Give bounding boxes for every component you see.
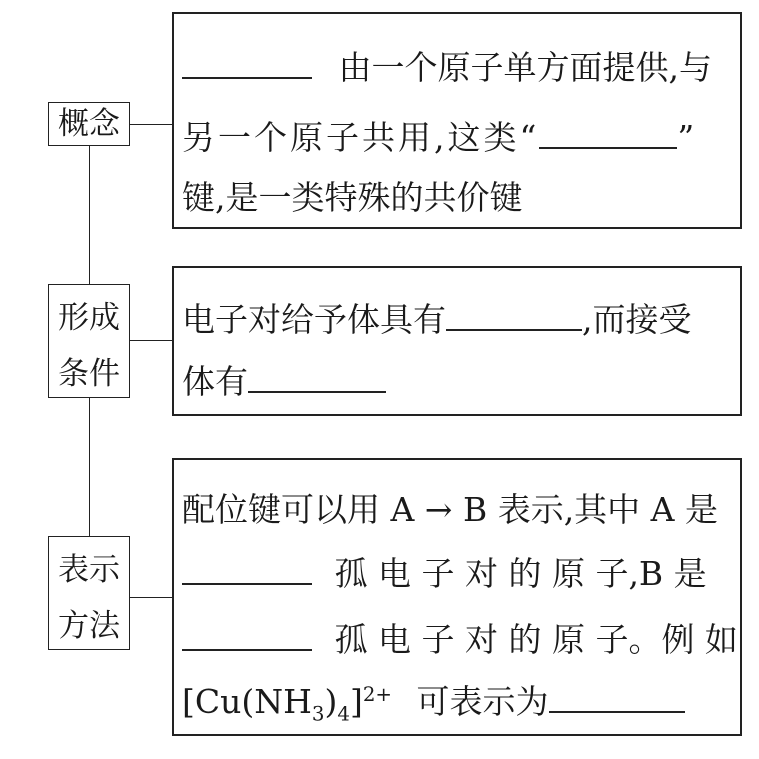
connector-concept (130, 124, 172, 125)
blank-6 (182, 648, 312, 651)
panel-formation (172, 266, 742, 416)
formation-line-2: 体有 (182, 356, 386, 403)
tree-trunk-lower (89, 398, 90, 536)
formation-line-1: 电子对给予体具有 ,而接受 (182, 300, 692, 339)
notation-line-3: 孤 电 子 对 的 原 子。例 如 (182, 614, 738, 661)
panel-notation (172, 458, 742, 736)
blank-4 (248, 390, 386, 393)
node-notation (48, 536, 130, 650)
formula-cu-nh3-4: $[Cu(NH_3)_4]^{2+}$ (182, 682, 393, 726)
blank-2 (539, 146, 677, 149)
node-notation-label-1: 表示 (58, 552, 120, 588)
node-concept-label: 概念 (58, 106, 120, 142)
blank-1 (182, 76, 312, 79)
connector-formation (130, 340, 172, 341)
node-formation (48, 284, 130, 398)
notation-line-2: 孤 电 子 对 的 原 子,B 是 (182, 548, 707, 595)
node-formation-label-1: 形成 (58, 300, 120, 336)
concept-line-1: 由一个原子单方面提供,与 (182, 42, 712, 89)
blank-3 (446, 328, 582, 331)
connector-notation (130, 597, 172, 598)
panel-concept (172, 12, 742, 229)
concept-line-2: 另一个原子共用,这类“ ” (182, 118, 698, 157)
blank-5 (182, 582, 312, 585)
blank-7 (549, 710, 685, 713)
notation-line-4: $[Cu(NH_3)_4]^{2+}$ 可表示为 (182, 676, 685, 726)
tree-trunk-upper (89, 146, 90, 284)
node-notation-label-2: 方法 (58, 608, 120, 644)
notation-line-1: 配位键可以用 A → B 表示,其中 A 是 (182, 490, 718, 529)
node-concept (48, 102, 130, 146)
node-formation-label-2: 条件 (58, 356, 120, 392)
concept-line-3: 键,是一类特殊的共价键 (182, 178, 523, 217)
